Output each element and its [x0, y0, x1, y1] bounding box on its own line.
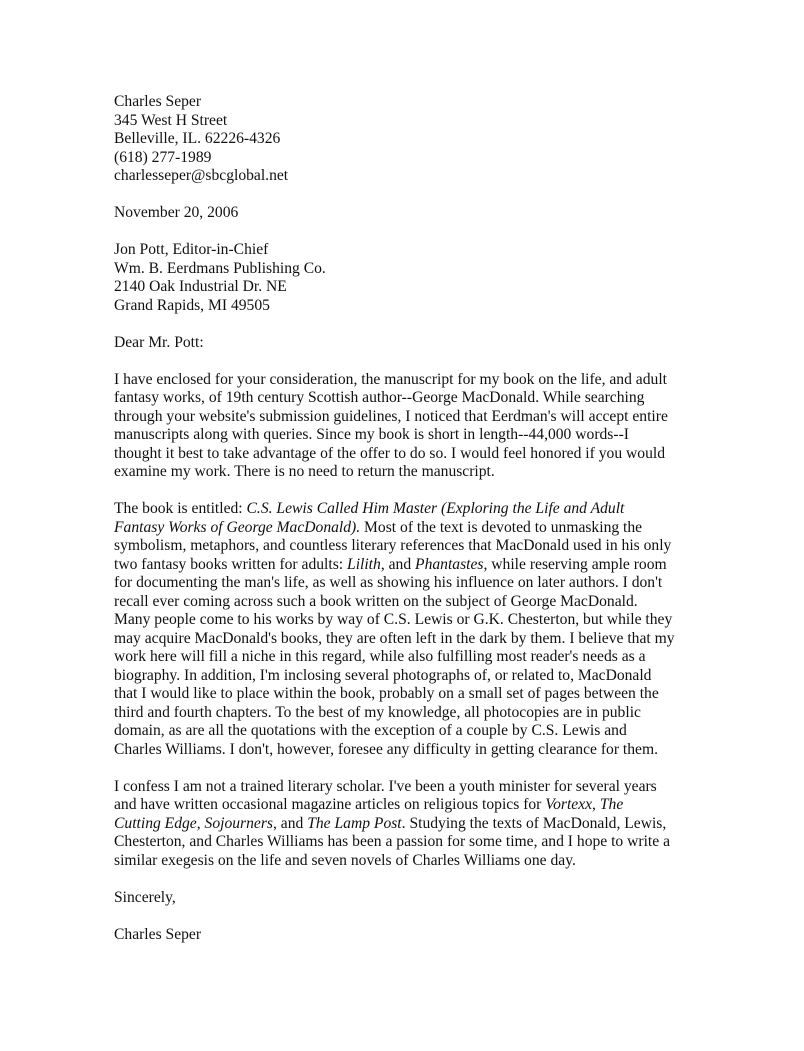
paragraph-line: work here will fill a niche in this regard, while also fulfilling most reader's needs as a: [114, 648, 646, 665]
sender-city: Belleville, IL. 62226-4326: [114, 130, 281, 147]
sender-address-block: [114, 93, 694, 186]
paragraph-3: [114, 778, 694, 871]
text: . Studying the texts of MacDonald, Lewis,: [401, 814, 667, 832]
sender-name: Charles Seper: [114, 93, 202, 110]
paragraph-line: I confess I am not a trained literary scholar. I've been a youth minister for several years: [114, 777, 657, 795]
recipient-street: 2140 Oak Industrial Dr. NE: [114, 278, 287, 295]
book-title: Lilith: [347, 555, 381, 573]
recipient-name: Jon Pott, Editor-in-Chief: [114, 241, 269, 258]
text: The book is entitled:: [114, 500, 247, 517]
magazine-title: The Lamp Post: [307, 814, 402, 832]
paragraph-2: [114, 500, 694, 759]
paragraph-line: examine my work. There is no need to return the manuscript.: [114, 463, 495, 480]
paragraph-line: recall ever coming across such a book written on the subject of George MacDonald.: [114, 592, 638, 610]
paragraph-line: for documenting the man's life, as well as showing his influence on later authors. I don't: [114, 574, 663, 591]
recipient-city: Grand Rapids, MI 49505: [114, 296, 270, 314]
paragraph-line: biography. In addition, I'm inclosing several photographs of, or related to, MacDonald: [114, 666, 652, 684]
paragraph-line: [114, 796, 694, 815]
magazine-title: Cutting Edge: [114, 814, 197, 832]
paragraph-line: [114, 815, 694, 834]
paragraph-line: that I would like to place within the book, probably on a small set of pages between the: [114, 685, 659, 702]
text: , while reserving ample room: [483, 555, 667, 573]
text: Most of the text is devoted to unmasking the: [360, 518, 643, 536]
paragraph-line: I have enclosed for your consideration, the manuscript for my book on the life, and adult: [114, 370, 667, 388]
book-title: Phantastes: [415, 555, 484, 573]
paragraph-1: [114, 371, 694, 482]
paragraph-line: manuscripts along with queries. Since my book is short in length--44,000 words--I: [114, 426, 629, 443]
paragraph-line: Many people come to his works by way of C.S. Lewis or G.K. Chesterton, but while they: [114, 611, 673, 628]
paragraph-line: [114, 500, 694, 519]
paragraph-line: [114, 556, 694, 575]
text: two fantasy books written for adults:: [114, 555, 348, 573]
letter-body: [114, 93, 694, 944]
paragraph-line: thought it best to take advantage of the offer to do so. I would feel honored if you would: [114, 444, 665, 462]
sender-street: 345 West H Street: [114, 111, 228, 129]
paragraph-line: similar exegesis on the life and seven novels of Charles Williams one day.: [114, 851, 576, 869]
sender-phone: (618) 277-1989: [114, 148, 212, 166]
text: , and: [272, 814, 308, 832]
recipient-company: Wm. B. Eerdmans Publishing Co.: [114, 259, 326, 277]
text: , and: [380, 555, 416, 573]
paragraph-line: [114, 519, 694, 538]
book-title: Fantasy Works of George MacDonald).: [114, 518, 361, 536]
book-title: C.S. Lewis Called Him Master (Exploring the Life and Adult: [246, 500, 625, 517]
recipient-address-block: [114, 241, 694, 315]
text: and have written occasional magazine articles on religious topics for: [114, 796, 546, 813]
salutation: Dear Mr. Pott:: [114, 333, 204, 351]
paragraph-line: symbolism, metaphors, and countless literary references that MacDonald used in his only: [114, 537, 672, 554]
paragraph-line: third and fourth chapters. To the best of my knowledge, all photocopies are in public: [114, 703, 641, 721]
signature-name: Charles Seper: [114, 925, 202, 943]
text: ,: [196, 814, 205, 832]
letter-date: November 20, 2006: [114, 204, 239, 221]
magazine-title: Sojourners: [204, 814, 273, 832]
sender-email: charlesseper@sbcglobal.net: [114, 167, 289, 184]
paragraph-line: Charles Williams. I don't, however, foresee any difficulty in getting clearance for them.: [114, 740, 658, 758]
paragraph-line: domain, as are all the quotations with the exception of a couple by C.S. Lewis and: [114, 722, 627, 739]
paragraph-line: Chesterton, and Charles Williams has been a passion for some time, and I hope to write a: [114, 833, 670, 850]
paragraph-line: fantasy works, of 19th century Scottish author--George MacDonald. While searching: [114, 389, 645, 406]
magazine-title: Vortexx: [545, 796, 593, 813]
magazine-title: The: [599, 796, 624, 813]
paragraph-line: through your website's submission guidelines, I noticed that Eerdman's will accept entire: [114, 407, 668, 425]
closing: Sincerely,: [114, 888, 176, 906]
paragraph-line: may acquire MacDonald's books, they are often left in the dark by them. I believe that my: [114, 629, 675, 647]
text: ,: [592, 796, 600, 813]
